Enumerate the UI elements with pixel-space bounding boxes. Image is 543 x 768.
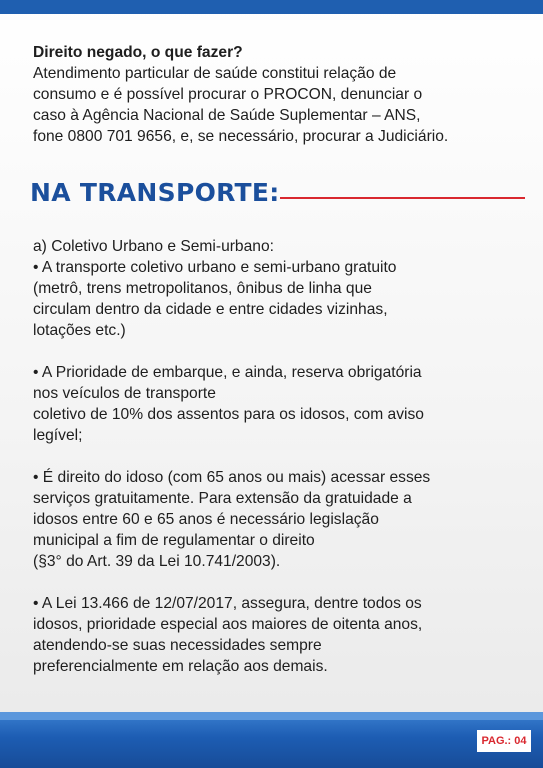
item3-line: (§3° do Art. 39 da Lei 10.741/2003).	[33, 553, 281, 570]
intro-line: caso à Agência Nacional de Saúde Suplementar – ANS,	[33, 107, 421, 124]
section-title: NA TRANSPORTE:	[30, 178, 280, 207]
section-divider-line	[280, 197, 525, 199]
top-color-bar	[0, 0, 543, 14]
item3-line: • É direito do idoso (com 65 anos ou mais) acessar esses	[33, 469, 431, 486]
paragraph-gap	[33, 341, 523, 362]
item1-line: circulam dentro da cidade e entre cidades vizinhas,	[33, 301, 388, 318]
footer-band	[0, 712, 543, 768]
item1-line: • A transporte coletivo urbano e semi-urbano gratuito	[33, 259, 397, 276]
intro-block	[33, 42, 523, 147]
item4-line: atendendo-se suas necessidades sempre	[33, 637, 322, 654]
section-subheading: a) Coletivo Urbano e Semi-urbano:	[33, 238, 274, 255]
item1-line: lotações etc.)	[33, 322, 126, 339]
intro-line: consumo e é possível procurar o PROCON, denunciar o	[33, 86, 423, 103]
item4-line: preferencialmente em relação aos demais.	[33, 658, 328, 675]
item4-line: • A Lei 13.466 de 12/07/2017, assegura, dentre todos os	[33, 595, 422, 612]
item4-line: idosos, prioridade especial aos maiores de oitenta anos,	[33, 616, 423, 633]
item3-line: serviços gratuitamente. Para extensão da gratuidade a	[33, 490, 412, 507]
item3-line: idosos entre 60 e 65 anos é necessário legislação	[33, 511, 379, 528]
section-header	[30, 176, 525, 212]
item1-line: (metrô, trens metropolitanos, ônibus de linha que	[33, 280, 372, 297]
item2-line: legível;	[33, 427, 83, 444]
item2-line: coletivo de 10% dos assentos para os idosos, com aviso	[33, 406, 424, 423]
paragraph-gap	[33, 572, 523, 593]
item2-line: nos veículos de transporte	[33, 385, 216, 402]
intro-heading: Direito negado, o que fazer?	[33, 44, 243, 61]
transport-rights-block	[33, 236, 523, 677]
intro-line: fone 0800 701 9656, e, se necessário, procurar a Judiciário.	[33, 128, 449, 145]
footer-highlight-stripe	[0, 712, 543, 720]
paragraph-gap	[33, 446, 523, 467]
intro-line: Atendimento particular de saúde constitui relação de	[33, 65, 397, 82]
page-number-badge: PAG.: 04	[477, 730, 531, 752]
item3-line: municipal a fim de regulamentar o direito	[33, 532, 315, 549]
item2-line: • A Prioridade de embarque, e ainda, reserva obrigatória	[33, 364, 422, 381]
